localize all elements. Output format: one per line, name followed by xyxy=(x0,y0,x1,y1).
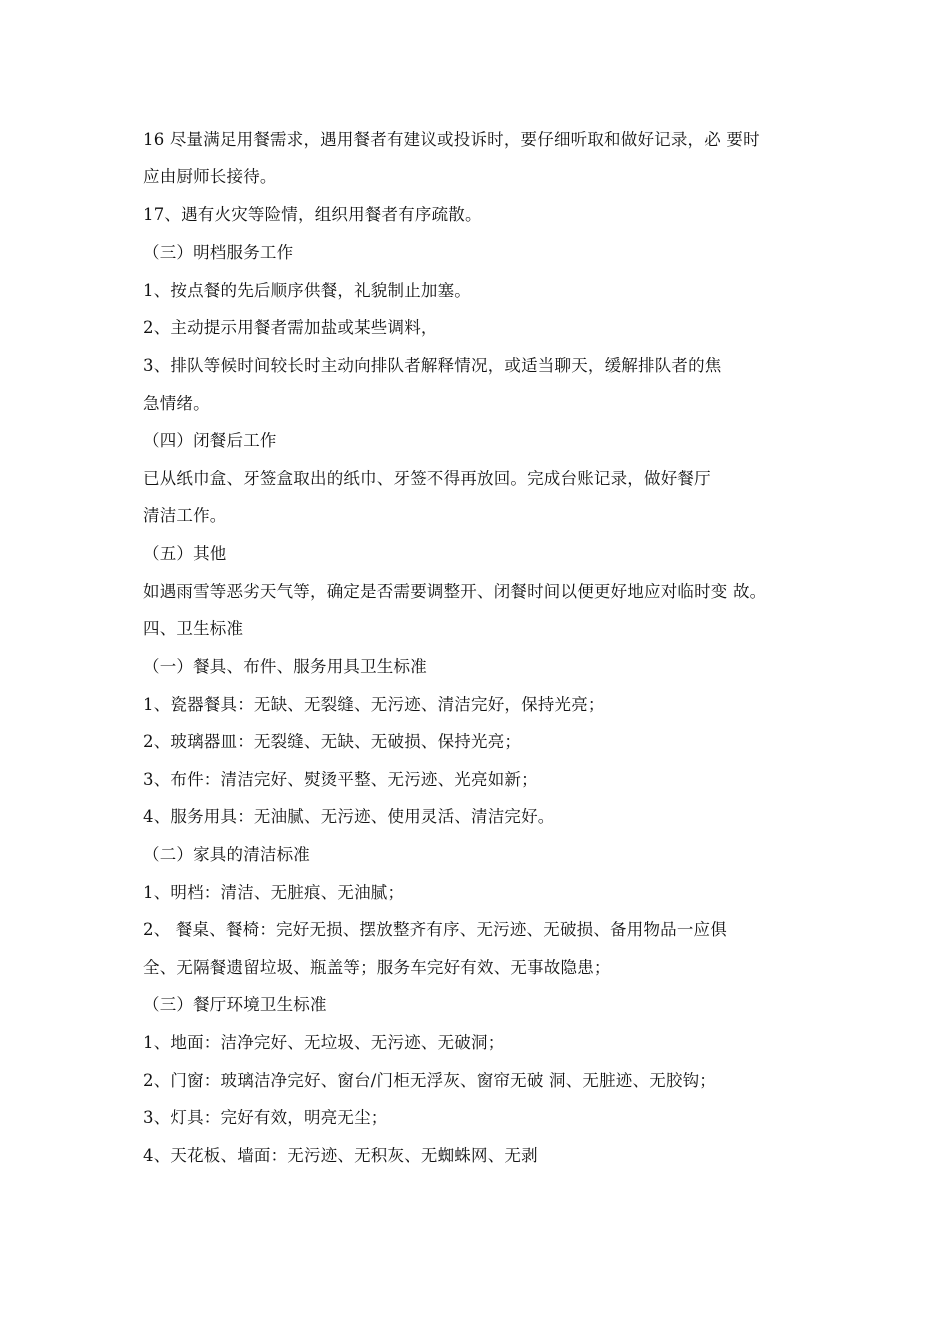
text-line: 清洁工作。 xyxy=(143,506,227,525)
text-line: 1、地面：洁净完好、无垃圾、无污迹、无破洞； xyxy=(143,1033,505,1052)
text-line: 2、玻璃器皿：无裂缝、无缺、无破损、保持光亮； xyxy=(143,732,522,751)
text-line: 2、门窗：玻璃洁净完好、窗台/门柜无浮灰、窗帘无破 洞、无脏迹、无胶钩； xyxy=(143,1071,717,1090)
text-line: 17、遇有火灾等险情，组织用餐者有序疏散。 xyxy=(143,205,482,224)
text-line: 2、主动提示用餐者需加盐或某些调料， xyxy=(143,318,438,337)
text-line: 1、瓷器餐具：无缺、无裂缝、无污迹、清洁完好，保持光亮； xyxy=(143,695,605,714)
text-line: 3、排队等候时间较长时主动向排队者解释情况，或适当聊天，缓解排队者的焦 xyxy=(143,356,722,375)
text-line: 应由厨师长接待。 xyxy=(143,167,277,186)
section-heading: （四）闭餐后工作 xyxy=(143,431,277,450)
section-heading: （一）餐具、布件、服务用具卫生标准 xyxy=(143,657,427,676)
section-heading: （五）其他 xyxy=(143,544,227,563)
text-line: 如遇雨雪等恶劣天气等，确定是否需要调整开、闭餐时间以便更好地应对临时变 故。 xyxy=(143,582,767,601)
text-line: 1、按点餐的先后顺序供餐，礼貌制止加塞。 xyxy=(143,281,471,300)
text-line: 4、天花板、墙面：无污迹、无积灰、无蜘蛛网、无剥 xyxy=(143,1146,538,1165)
section-heading: （三）明档服务工作 xyxy=(143,243,294,262)
text-line: 3、布件：清洁完好、熨烫平整、无污迹、光亮如新； xyxy=(143,770,538,789)
section-heading: （三）餐厅环境卫生标准 xyxy=(143,995,327,1014)
text-line: 已从纸巾盒、牙签盒取出的纸巾、牙签不得再放回。完成台账记录，做好餐厅 xyxy=(143,469,711,488)
text-line: 4、服务用具：无油腻、无污迹、使用灵活、清洁完好。 xyxy=(143,807,555,826)
text-line: 16 尽量满足用餐需求，遇用餐者有建议或投诉时，要仔细听取和做好记录，必 要时 xyxy=(143,130,760,149)
text-line: 3、灯具：完好有效，明亮无尘； xyxy=(143,1108,388,1127)
text-line: 2、 餐桌、餐椅：完好无损、摆放整齐有序、无污迹、无破损、备用物品一应俱 xyxy=(143,920,727,939)
chapter-heading: 四、卫生标准 xyxy=(143,619,244,638)
text-line: 全、无隔餐遗留垃圾、瓶盖等；服务车完好有效、无事故隐患； xyxy=(143,958,611,977)
section-heading: （二）家具的清洁标准 xyxy=(143,845,310,864)
text-line: 1、明档：清洁、无脏痕、无油腻； xyxy=(143,883,405,902)
text-line: 急情绪。 xyxy=(143,394,210,413)
